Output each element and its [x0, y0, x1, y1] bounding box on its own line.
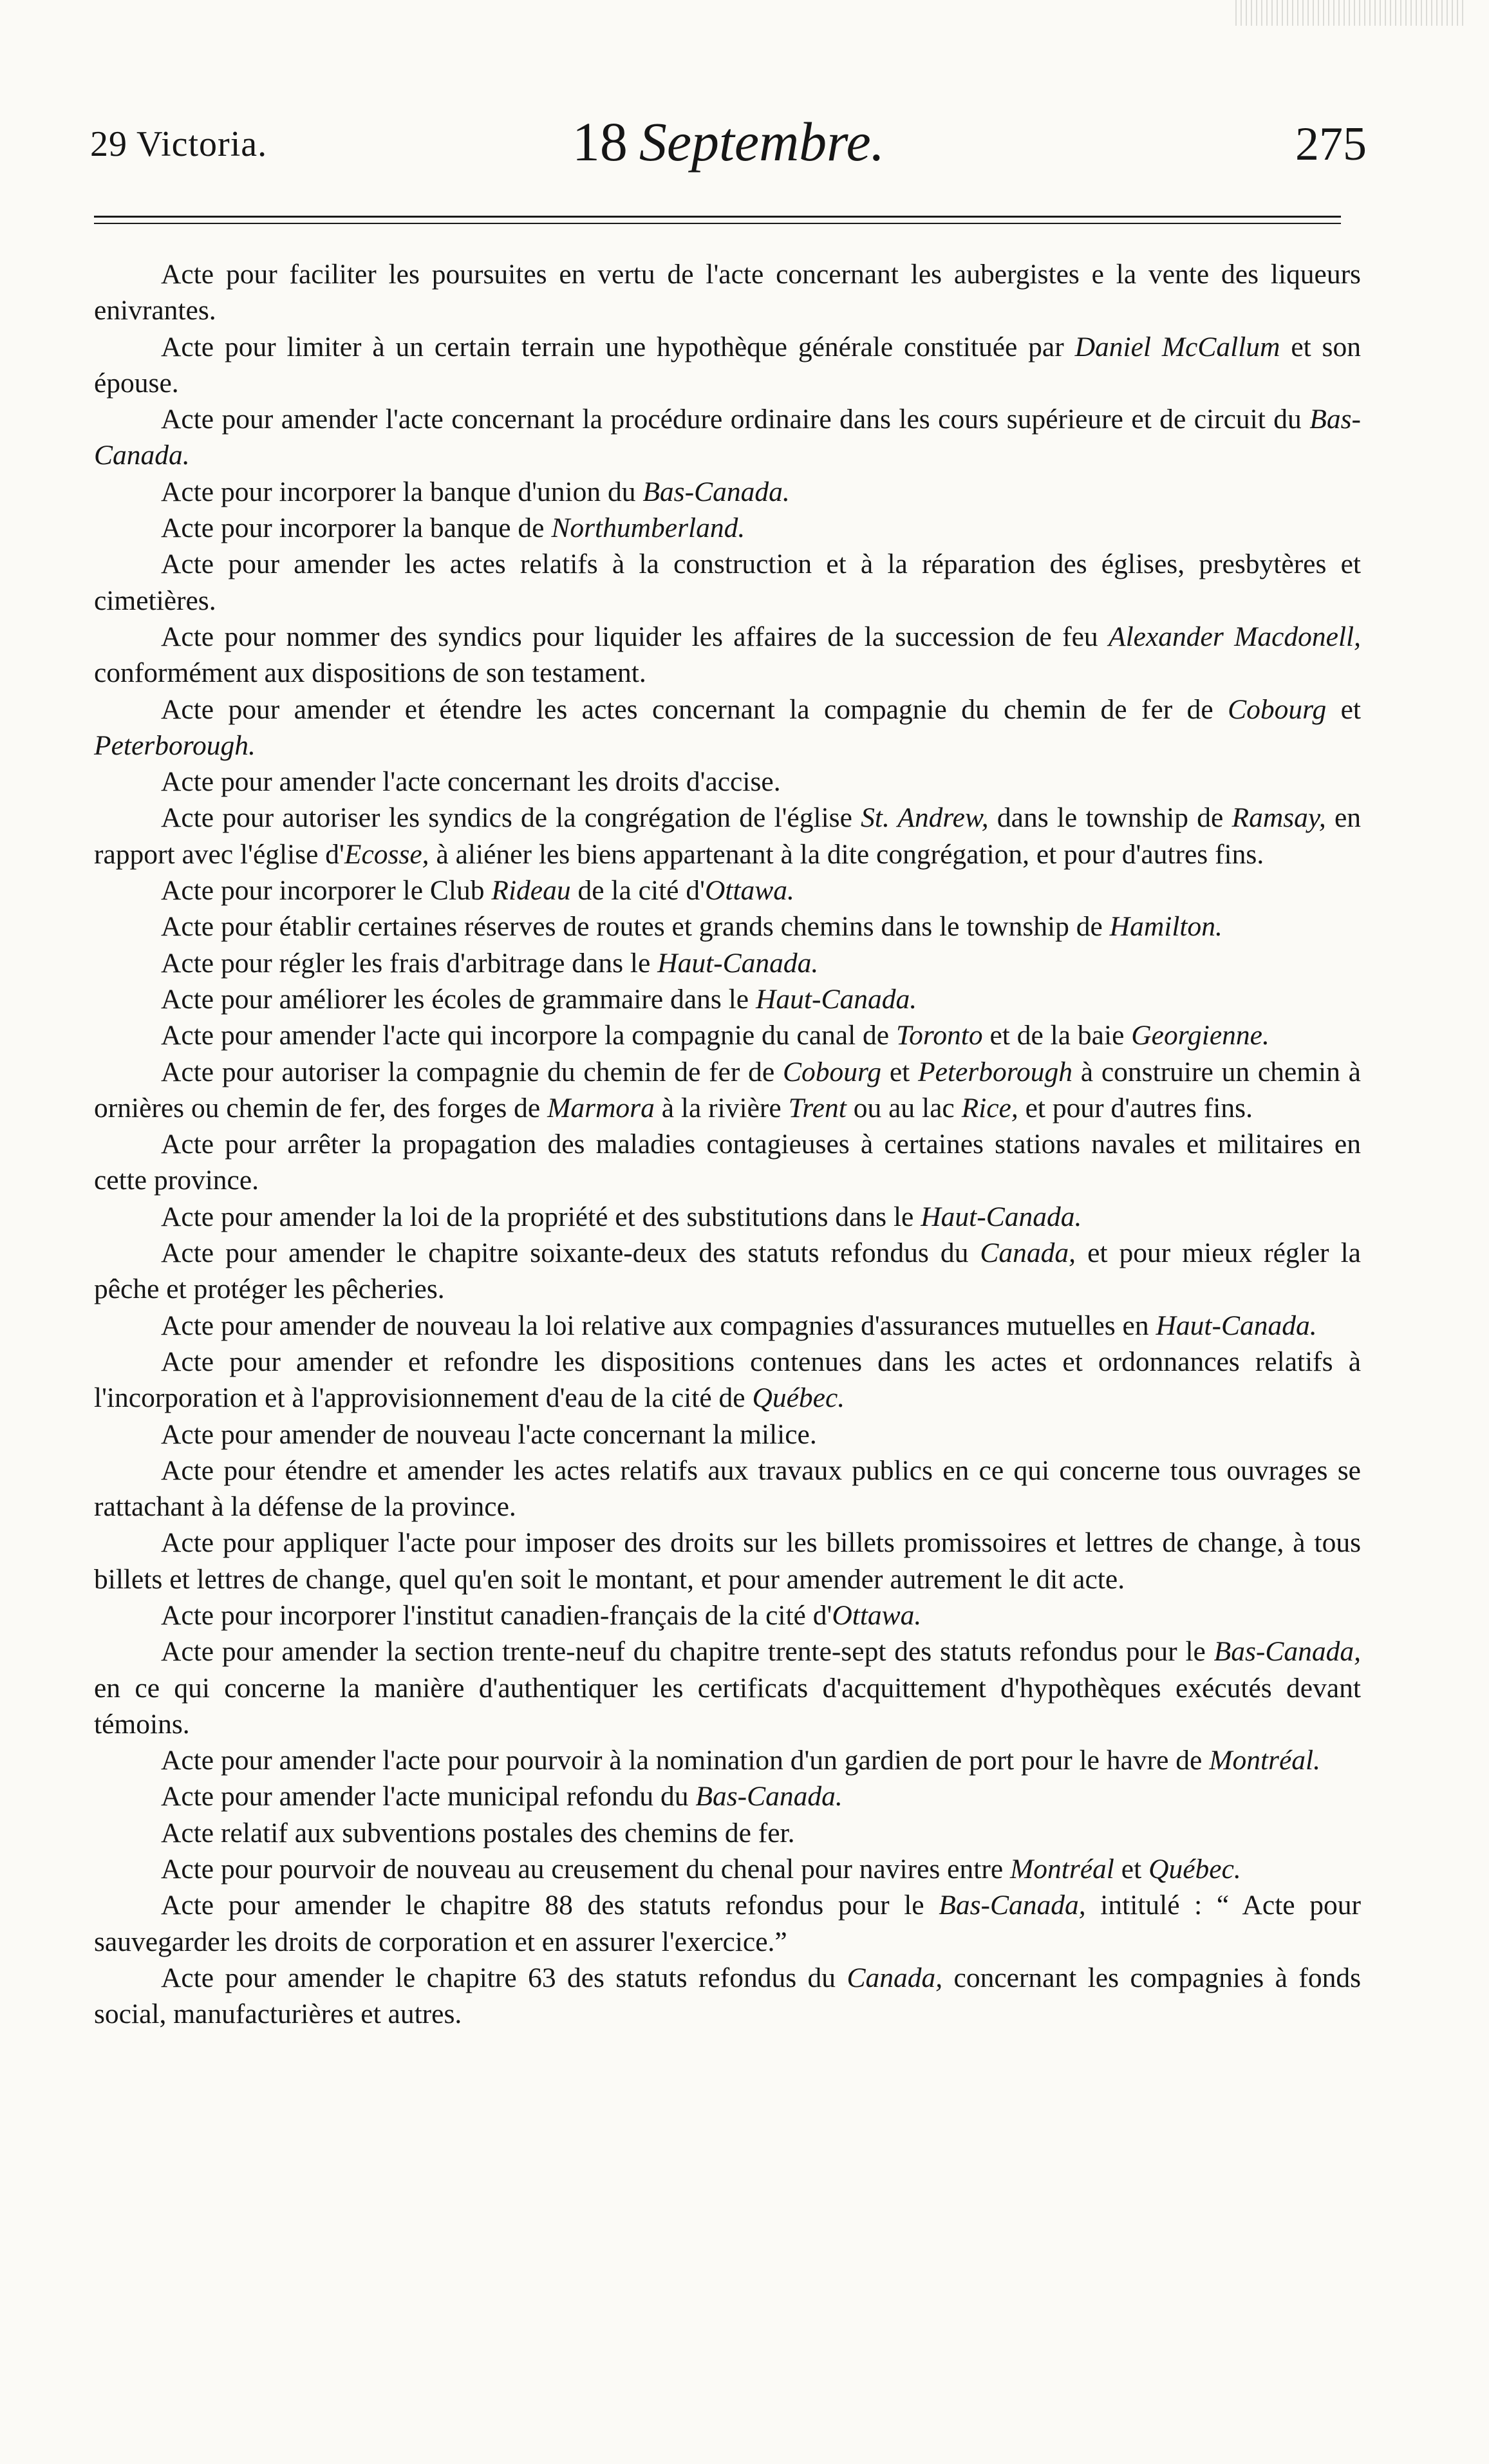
header-day: 18 [572, 111, 628, 173]
act-entry [94, 1308, 1361, 1344]
act-entry-text: et de la baie [982, 1020, 1132, 1051]
act-entry-text: Acte pour autoriser la compagnie du chemin de fer de [161, 1056, 783, 1087]
act-entry [94, 474, 1361, 510]
act-entry-italic-name: Canada, [847, 1962, 943, 1993]
act-entry-text: conformément aux dispositions de son testament. [94, 657, 646, 689]
act-entry-text: Acte pour pourvoir de nouveau au creusement du chenal pour navires entre [161, 1854, 1010, 1885]
act-entry [94, 691, 1361, 764]
act-entry-text: Acte pour incorporer l'institut canadien-français de la cité d' [161, 1599, 832, 1631]
act-entry [94, 1633, 1361, 1742]
act-entry-text: Acte pour incorporer la banque d'union du [161, 476, 643, 507]
act-entry-text: Acte pour amender l'acte municipal refondu du [161, 1781, 696, 1812]
act-entry-text: à la rivière [654, 1092, 789, 1124]
act-entry-italic-name: Cobourg [1228, 693, 1327, 725]
act-entry [94, 1525, 1361, 1597]
act-entry-italic-name: Bas-Canada, [1213, 1636, 1361, 1668]
act-entry-text: intitulé : “ Acte pour sauvegarder les droits de corporation et en assurer l'exercice.” [94, 1890, 1361, 1957]
act-entry-italic-name: Bas-Canada. [94, 404, 1361, 471]
act-entry-text: Acte pour amender le chapitre 88 des statuts refondus pour le [161, 1890, 939, 1921]
act-entry-italic-name: Cobourg [782, 1056, 882, 1087]
act-entry-italic-name: Marmora [547, 1092, 655, 1124]
header-rule-secondary [94, 223, 1341, 224]
reign-year: 29 Victoria. [90, 124, 268, 164]
acts-list [94, 256, 1361, 2033]
act-entry-text: en ce qui concerne la manière d'authentiquer les certificats d'acquittement d'hypothèques exécutés devant témoins. [94, 1672, 1361, 1740]
act-entry-text: en rapport avec l'église d' [94, 802, 1362, 870]
act-entry [94, 1126, 1361, 1199]
act-entry-italic-name: Bas-Canada, [939, 1890, 1086, 1921]
act-entry-italic-name: Québec. [1148, 1854, 1241, 1885]
act-entry-text: Acte pour amender l'acte qui incorpore la compagnie du canal de [161, 1020, 896, 1051]
act-entry-text: et [1326, 693, 1361, 725]
act-entry-italic-name: Ottawa. [704, 875, 794, 907]
act-entry-italic-name: Daniel McCallum [1074, 331, 1280, 362]
act-entry [94, 1344, 1361, 1416]
act-entry [94, 1851, 1361, 1887]
act-entry-italic-name: Alexander Macdonell, [1109, 621, 1361, 652]
act-entry-text: et [881, 1056, 918, 1087]
act-entry [94, 401, 1361, 474]
act-entry-italic-name: St. Andrew, [861, 802, 989, 834]
act-entry-italic-name: Peterborough. [94, 729, 256, 761]
act-entry [94, 981, 1361, 1017]
act-entry [94, 1235, 1361, 1308]
act-entry-text: Acte pour incorporer la banque de [161, 513, 552, 544]
act-entry-text: Acte pour améliorer les écoles de grammaire dans le [161, 983, 756, 1015]
act-entry-italic-name: Georgienne. [1131, 1020, 1269, 1051]
act-entry-text: Acte pour amender et refondre les dispositions contenues dans les actes et ordonnances relatifs à l'incorporation et à l'approvisionnement d'eau de la cité de [94, 1346, 1361, 1414]
act-entry [94, 1742, 1361, 1778]
act-entry-text: Acte pour amender la section trente-neuf du chapitre trente-sept des statuts refondus pour le [161, 1636, 1214, 1668]
act-entry-text: Acte pour amender l'acte concernant les droits d'accise. [161, 766, 781, 798]
act-entry-text: et [1114, 1854, 1149, 1885]
act-entry [94, 329, 1361, 402]
act-entry-text: Acte pour nommer des syndics pour liquider les affaires de la succession de feu [161, 621, 1109, 652]
act-entry-text: Acte pour incorporer le Club [161, 875, 492, 907]
act-entry-italic-name: Hamilton. [1109, 911, 1222, 943]
act-entry-italic-name: Haut-Canada. [657, 947, 819, 979]
act-entry-italic-name: Haut-Canada. [921, 1201, 1082, 1232]
page-number: 275 [1295, 118, 1367, 171]
act-entry [94, 1199, 1361, 1235]
act-entry [94, 546, 1361, 619]
act-entry-text: dans le township de [988, 802, 1232, 834]
header-date [90, 109, 1367, 174]
act-entry-text: Acte pour régler les frais d'arbitrage dans le [161, 947, 658, 979]
act-entry [94, 1815, 1361, 1851]
act-entry-text: Acte pour amender l'acte pour pourvoir à la nomination d'un gardien de port pour le havre de [161, 1745, 1210, 1776]
page-header [90, 109, 1367, 180]
act-entry [94, 800, 1361, 872]
act-entry-text: de la cité d' [570, 875, 705, 907]
act-entry-italic-name: Montréal [1010, 1854, 1114, 1885]
act-entry-text: Acte pour étendre et amender les actes relatifs aux travaux publics en ce qui concerne tous ouvrages se rattachant à la défense de la province. [94, 1454, 1361, 1523]
act-entry-text: Acte pour amender le chapitre 63 des statuts refondus du [161, 1962, 847, 1993]
act-entry-italic-name: Ottawa. [832, 1599, 922, 1631]
act-entry-text: et pour mieux régler la pêche et protéger les pêcheries. [94, 1237, 1361, 1305]
act-entry-text: concernant les compagnies à fonds social, manufacturières et autres. [94, 1962, 1361, 2030]
act-entry-text: Acte pour faciliter les poursuites en vertu de l'acte concernant les aubergistes e la vente des liqueurs enivrantes. [94, 259, 1361, 326]
act-entry-italic-name: Trent [788, 1092, 847, 1124]
act-entry [94, 908, 1361, 945]
act-entry [94, 764, 1361, 800]
header-month: Septembre. [639, 111, 885, 173]
header-rule [94, 216, 1341, 218]
act-entry-italic-name: Ramsay, [1231, 802, 1326, 834]
act-entry [94, 1453, 1361, 1525]
act-entry [94, 945, 1361, 981]
act-entry-text: à aliéner les biens appartenant à la dite congrégation, et pour d'autres fins. [429, 838, 1264, 870]
act-entry-italic-name: Rice, [961, 1092, 1018, 1124]
act-entry-text: ou au lac [846, 1092, 962, 1124]
act-entry-italic-name: Northumberland. [551, 513, 745, 544]
act-entry [94, 1017, 1361, 1053]
act-entry-italic-name: Rideau [491, 875, 571, 907]
act-entry-text: Acte relatif aux subventions postales des chemins de fer. [161, 1817, 795, 1848]
act-entry-italic-name: Canada, [980, 1237, 1076, 1269]
act-entry-text: et son épouse. [94, 331, 1361, 399]
act-entry-italic-name: Peterborough [918, 1056, 1073, 1087]
act-entry-text: et pour d'autres fins. [1018, 1092, 1253, 1124]
act-entry-italic-name: Bas-Canada. [642, 476, 790, 507]
act-entry [94, 1054, 1361, 1127]
act-entry-italic-name: Toronto [895, 1020, 983, 1051]
act-entry [94, 1597, 1361, 1633]
act-entry-italic-name: Haut-Canada. [755, 983, 917, 1015]
act-entry-text: Acte pour amender de nouveau la loi relative aux compagnies d'assurances mutuelles en [161, 1310, 1156, 1341]
act-entry-text: Acte pour amender la loi de la propriété et des substitutions dans le [161, 1201, 921, 1232]
act-entry [94, 1960, 1361, 2033]
act-entry-italic-name: Québec. [752, 1382, 845, 1414]
act-entry-text: Acte pour amender et étendre les actes concernant la compagnie du chemin de fer de [161, 693, 1228, 725]
act-entry [94, 1416, 1361, 1453]
act-entry-text: à construire un chemin à ornières ou chemin de fer, des forges de [94, 1056, 1361, 1124]
act-entry [94, 256, 1361, 329]
act-entry-italic-name: Bas-Canada. [695, 1781, 843, 1812]
act-entry-italic-name: Ecosse, [344, 838, 429, 870]
act-entry [94, 1887, 1361, 1960]
act-entry-text: Acte pour amender de nouveau l'acte concernant la milice. [161, 1418, 817, 1450]
act-entry-text: Acte pour amender les actes relatifs à la construction et à la réparation des églises, presbytères et cimetières. [94, 549, 1361, 616]
act-entry-text: Acte pour limiter à un certain terrain une hypothèque générale constituée par [161, 331, 1075, 362]
scan-noise [1231, 0, 1463, 26]
act-entry-italic-name: Montréal. [1209, 1745, 1321, 1776]
act-entry-italic-name: Haut-Canada. [1156, 1310, 1317, 1341]
act-entry-text: Acte pour amender l'acte concernant la procédure ordinaire dans les cours supérieure et de circuit du [161, 404, 1310, 435]
act-entry [94, 510, 1361, 546]
act-entry-text: Acte pour arrêter la propagation des maladies contagieuses à certaines stations navales et militaires en cette province. [94, 1129, 1361, 1196]
act-entry-text: Acte pour autoriser les syndics de la congrégation de l'église [161, 802, 861, 834]
act-entry [94, 619, 1361, 691]
act-entry-text: Acte pour établir certaines réserves de routes et grands chemins dans le township de [161, 911, 1110, 943]
act-entry-text: Acte pour appliquer l'acte pour imposer des droits sur les billets promissoires et lettres de change, à tous billets et lettres de change, quel qu'en soit le montant, et pour amender autrement le dit acte. [94, 1527, 1361, 1595]
act-entry-text: Acte pour amender le chapitre soixante-deux des statuts refondus du [161, 1237, 980, 1269]
act-entry [94, 1778, 1361, 1814]
act-entry [94, 872, 1361, 908]
